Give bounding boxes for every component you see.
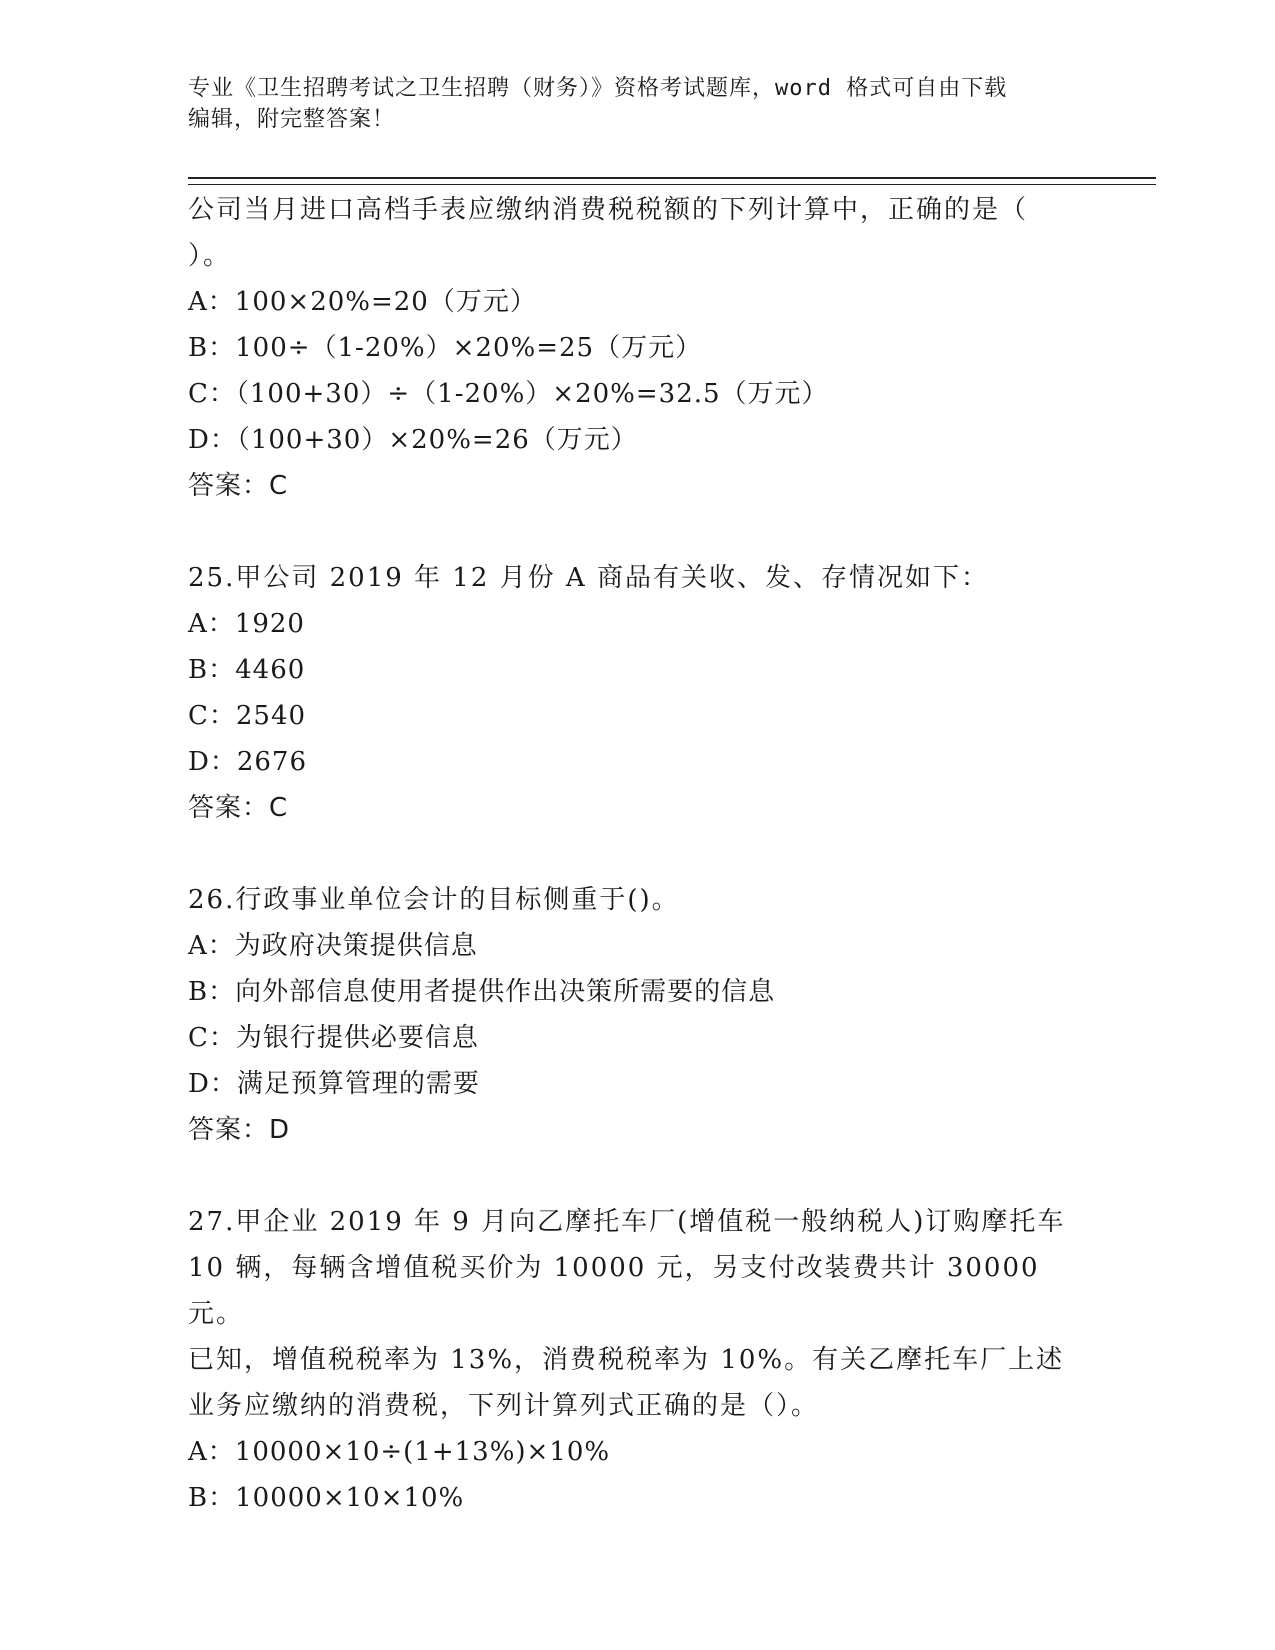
option-b: B：100÷（1-20%）×20%=25（万元） <box>188 333 703 363</box>
option-a: A：为政府决策提供信息 <box>188 931 478 961</box>
question-block <box>188 877 1088 1153</box>
option-d: D：（100+30）×20%=26（万元） <box>188 425 638 455</box>
option-c: C：2540 <box>188 701 307 731</box>
option-b: B：10000×10×10% <box>188 1483 465 1513</box>
question-stem-line: 25.甲公司 2019 年 12 月份 A 商品有关收、发、存情况如下： <box>188 563 989 593</box>
question-block <box>188 1199 1088 1521</box>
answer-line: 答案：C <box>188 793 289 823</box>
header-line-2: 编辑，附完整答案！ <box>188 107 396 132</box>
option-b: B：4460 <box>188 655 306 685</box>
question-block <box>188 187 1088 509</box>
option-a: A：1920 <box>188 609 305 639</box>
option-a: A：100×20%=20（万元） <box>188 287 537 317</box>
question-list <box>188 187 1088 1567</box>
question-stem-line: 10 辆，每辆含增值税买价为 10000 元，另支付改装费共计 30000 元。 <box>188 1253 1040 1329</box>
option-b: B：向外部信息使用者提供作出决策所需要的信息 <box>188 977 776 1007</box>
question-stem-line: 业务应缴纳的消费税，下列计算列式正确的是（）。 <box>188 1391 820 1421</box>
header-divider-thin <box>188 184 1156 185</box>
option-a: A：10000×10÷(1+13%)×10% <box>188 1437 611 1467</box>
answer-line: 答案：D <box>188 1115 291 1145</box>
question-stem-line: 27.甲企业 2019 年 9 月向乙摩托车厂(增值税一般纳税人)订购摩托车 <box>188 1207 1066 1237</box>
header-divider-thick <box>188 177 1156 179</box>
answer-line: 答案：C <box>188 471 289 501</box>
header-line-1: 专业《卫生招聘考试之卫生招聘（财务）》资格考试题库，word 格式可自由下载 <box>188 76 1008 101</box>
question-block <box>188 555 1088 831</box>
question-stem-line: ）。 <box>188 241 232 271</box>
option-d: D：2676 <box>188 747 308 777</box>
option-c: C：（100+30）÷（1-20%）×20%=32.5（万元） <box>188 379 829 409</box>
document-header <box>188 73 1088 135</box>
question-stem-line: 公司当月进口高档手表应缴纳消费税税额的下列计算中，正确的是（ <box>188 195 1029 225</box>
option-d: D：满足预算管理的需要 <box>188 1069 480 1099</box>
question-stem-line: 26.行政事业单位会计的目标侧重于()。 <box>188 885 680 915</box>
option-c: C：为银行提供必要信息 <box>188 1023 479 1053</box>
question-stem-line: 已知，增值税税率为 13%，消费税税率为 10%。有关乙摩托车厂上述 <box>188 1345 1065 1375</box>
